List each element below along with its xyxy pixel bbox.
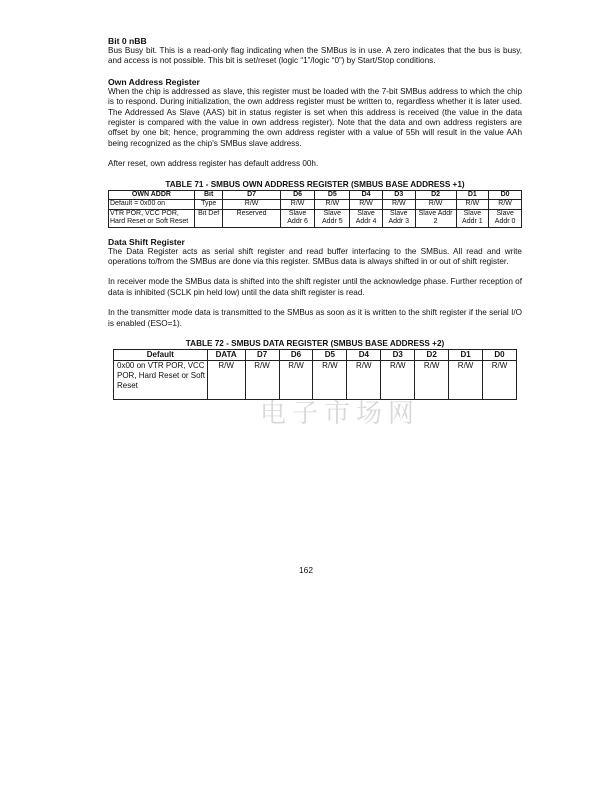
t71-type-7: R/W — [456, 200, 489, 210]
bit0-title: Bit 0 nBB — [108, 36, 147, 46]
table72-header-row — [114, 350, 517, 361]
t71-h-d3: D3 — [382, 190, 415, 200]
data-shift-p3: In the transmitter mode data is transmitted to the SMBus as soon as it is written to the shift register if the serial I/O is enabled (ESO=1). — [108, 308, 522, 328]
t71-def-1: Reserved — [223, 209, 280, 227]
section-data-shift — [108, 237, 522, 329]
table72-row — [114, 361, 517, 400]
t72-cell-0: R/W — [207, 361, 245, 400]
t71-def-8: Slave Addr 0 — [489, 209, 522, 227]
t71-type-4: R/W — [350, 200, 383, 210]
t72-h-d5: D5 — [313, 350, 347, 361]
bit0-text: Bus Busy bit. This is a read-only flag indicating when the SMBus is in use. A zero indicates that the bus is busy, and access is not possible. This bit is set/reset (logic “1”/logic “0”) by Start/Stop conditions. — [108, 46, 522, 66]
t72-cell-1: R/W — [245, 361, 279, 400]
t71-type-5: R/W — [382, 200, 415, 210]
t71-def-2: Slave Addr 6 — [280, 209, 315, 227]
t72-cell-2: R/W — [279, 361, 313, 400]
section-bit0 — [108, 36, 522, 67]
table71 — [108, 190, 522, 228]
t71-reset-label: VTR POR, VCC POR, Hard Reset or Soft Reset — [109, 209, 195, 227]
t72-h-d0: D0 — [483, 350, 517, 361]
t72-h-data: DATA — [207, 350, 245, 361]
t71-def-3: Slave Addr 5 — [315, 209, 350, 227]
t71-h-d7: D7 — [223, 190, 280, 200]
t71-type-3: R/W — [315, 200, 350, 210]
t71-type-0: Type — [194, 200, 223, 210]
table71-def-row — [109, 209, 522, 227]
page-number: 162 — [299, 565, 313, 575]
data-shift-p2: In receiver mode the SMBus data is shifted into the shift register until the acknowledge phase. Further reception of data is inhibited (SCLK pin held low) until the data shift register is read. — [108, 277, 522, 297]
t71-h-bit: Bit — [194, 190, 223, 200]
t72-h-d2: D2 — [415, 350, 449, 361]
t72-cell-6: R/W — [415, 361, 449, 400]
t72-h-d6: D6 — [279, 350, 313, 361]
t71-h-d1: D1 — [456, 190, 489, 200]
t72-cell-5: R/W — [381, 361, 415, 400]
t71-type-8: R/W — [489, 200, 522, 210]
data-shift-p1: The Data Register acts as serial shift register and read buffer interfacing to the SMBus. All read and write operations to/from the SMBus are done via this register. SMBus data is always shifted in or out of shift register. — [108, 246, 522, 267]
t72-h-d3: D3 — [381, 350, 415, 361]
table71-type-row — [109, 200, 522, 210]
t72-cell-7: R/W — [449, 361, 483, 400]
t71-h-d0: D0 — [489, 190, 522, 200]
section-own-address — [108, 77, 522, 149]
t71-def-0: Bit Def — [194, 209, 223, 227]
t72-cell-3: R/W — [313, 361, 347, 400]
t72-h-d4: D4 — [347, 350, 381, 361]
t71-type-2: R/W — [280, 200, 315, 210]
t71-type-6: R/W — [415, 200, 456, 210]
t71-def-5: Slave Addr 3 — [382, 209, 415, 227]
t72-h-d1: D1 — [449, 350, 483, 361]
document-page — [108, 36, 522, 400]
t72-cell-8: R/W — [483, 361, 517, 400]
table72-caption: TABLE 72 - SMBUS DATA REGISTER (SMBUS BASE ADDRESS +2) — [185, 339, 445, 349]
data-shift-title: Data Shift Register — [108, 236, 185, 247]
t71-def-6: Slave Addr 2 — [415, 209, 456, 227]
t71-h-d6: D6 — [280, 190, 315, 200]
own-address-reset-note: After reset, own address register has default address 00h. — [108, 159, 319, 169]
t72-default-text: 0x00 on VTR POR, VCC POR, Hard Reset or Soft Reset — [114, 361, 208, 400]
t71-def-7: Slave Addr 1 — [456, 209, 489, 227]
t72-cell-4: R/W — [347, 361, 381, 400]
table71-caption: TABLE 71 - SMBUS OWN ADDRESS REGISTER (SMBUS BASE ADDRESS +1) — [165, 179, 465, 189]
t71-def-4: Slave Addr 4 — [350, 209, 383, 227]
t71-h-d4: D4 — [350, 190, 383, 200]
own-address-text: When the chip is addressed as slave, this register must be loaded with the 7-bit SMBus address to which the chip is to respond. During initialization, the own address register must be written to, regardless whether it is later used. The Addressed As Slave (AAS) bit in status register is set when this address is received (the value in the data register is compared with the value in own address register). Note that the data and own address registers are offset by one bit; hence, programming the own address register with a value of 55h will result in the value AAh being recognized as the chip's SMBus slave address. — [108, 86, 522, 148]
table71-header-row — [109, 190, 522, 200]
t71-default-label: Default = 0x00 on — [109, 200, 195, 210]
watermark: 电子市场网 — [260, 399, 421, 429]
table72 — [113, 349, 517, 400]
t71-h-d5: D5 — [315, 190, 350, 200]
t72-h-default: Default — [114, 350, 208, 361]
own-address-title: Own Address Register — [108, 76, 200, 87]
t71-type-1: R/W — [223, 200, 280, 210]
t71-h-ownaddr: OWN ADDR — [109, 190, 195, 200]
t72-h-d7: D7 — [245, 350, 279, 361]
t71-h-d2: D2 — [415, 190, 456, 200]
